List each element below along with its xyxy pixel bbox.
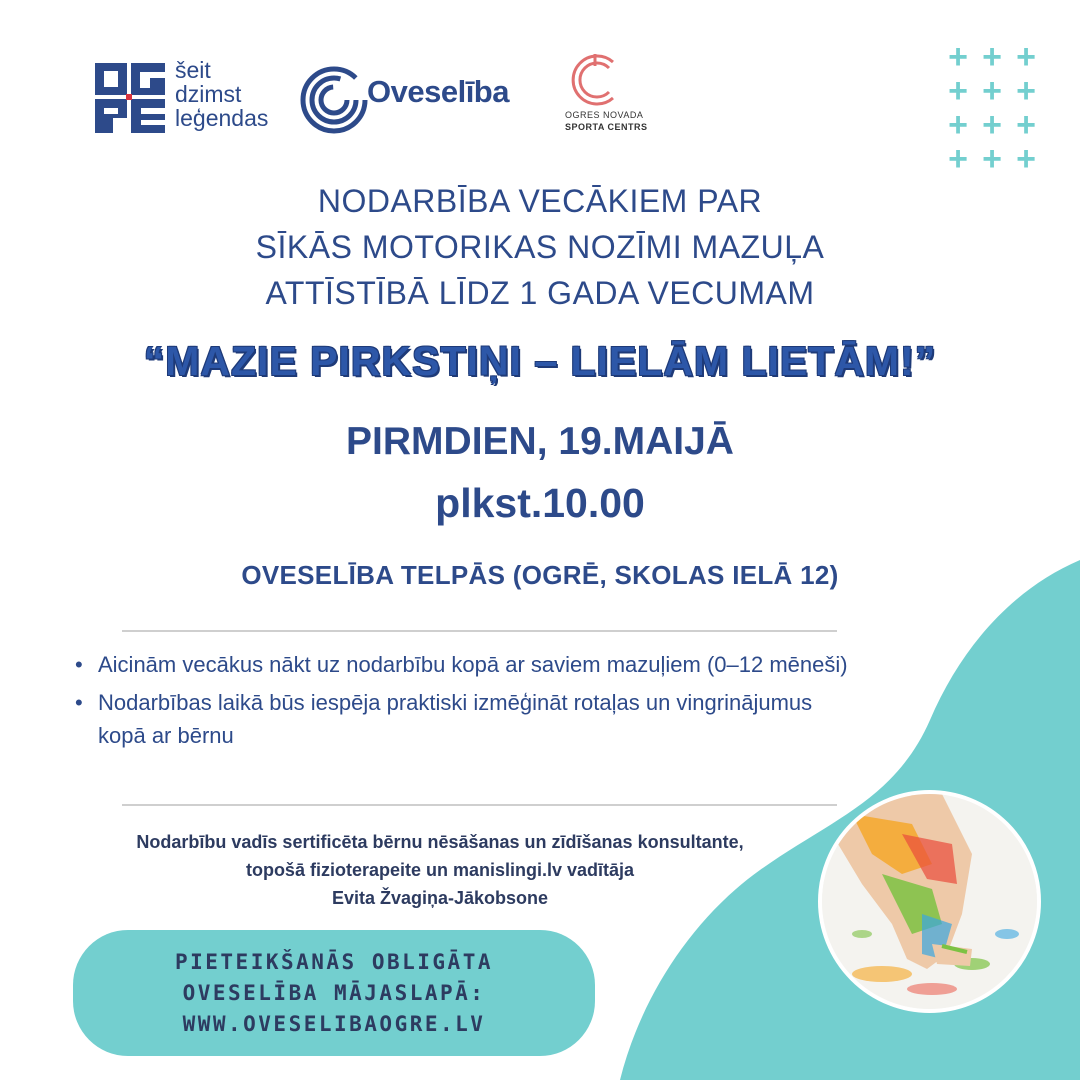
sports-center-line2: SPORTA CENTRS [565, 122, 648, 132]
plus-icon: + [1016, 72, 1036, 110]
instructor-line1: Nodarbību vadīs sertificēta bērnu nēsāšanas un zīdīšanas konsultante, [136, 832, 744, 852]
headline-line3: ATTĪSTĪBĀ LĪDZ 1 GADA VECUMAM [265, 275, 815, 311]
event-time: plkst.10.00 [435, 480, 645, 526]
sports-center-name [565, 109, 675, 133]
event-date: PIRMDIEN, 19.MAIJĀ [346, 420, 734, 463]
divider-top [122, 630, 837, 632]
plus-icon: + [982, 72, 1002, 110]
info-list [75, 648, 855, 757]
plus-icon: + [982, 140, 1002, 178]
sports-center-logo [565, 50, 675, 140]
baby-hand-paint-photo [818, 790, 1041, 1013]
list-item: • Nodarbības laikā būs iespēja praktiski izmēģināt rotaļas un vingrinājumus kopā ar bērnu [75, 686, 855, 752]
plus-icon: + [982, 106, 1002, 144]
registration-text [73, 947, 595, 1040]
oveseliba-logo [300, 60, 540, 140]
photo-illustration [822, 794, 1037, 1009]
plus-icon: + [982, 38, 1002, 76]
ogre-mark-icon [95, 63, 165, 133]
instructor-line2: topošā fizioterapeite un manislingi.lv vadītāja [245, 860, 635, 880]
registration-line1: PIETEIKŠANĀS OBLIGĀTA [174, 950, 493, 974]
event-title: “MAZIE PIRKSTIŅI – LIELĀM LIETĀM!” [143, 338, 937, 384]
plus-icon: + [1016, 106, 1036, 144]
ogre-slogan: šeit dzimst leģendas [175, 57, 269, 131]
ogre-logo [95, 57, 295, 140]
headline-line1: NODARBĪBA VECĀKIEM PAR [317, 183, 763, 219]
registration-line2: OVESELĪBA MĀJASLAPĀ: [182, 981, 486, 1005]
oveseliba-wordmark: Oveselība [367, 74, 509, 109]
registration-url[interactable]: WWW.OVESELIBAOGRE.LV [182, 1012, 486, 1036]
headline-line2: SĪKĀS MOTORIKAS NOZĪMI MAZUĻA [255, 229, 825, 265]
plus-icon: + [948, 106, 968, 144]
plus-icon: + [1016, 38, 1036, 76]
plus-pattern [945, 40, 1040, 176]
event-place: OVESELĪBA TELPĀS (OGRĒ, SKOLAS IELĀ 12) [241, 560, 839, 590]
divider-bottom [122, 804, 837, 806]
plus-icon: + [948, 72, 968, 110]
plus-icon: + [1016, 140, 1036, 178]
instructor-name: Evita Žvagiņa-Jākobsone [331, 888, 549, 908]
list-item: • Aicinām vecākus nākt uz nodarbību kopā ar saviem mazuļiem (0–12 mēneši) [75, 648, 855, 681]
plus-icon: + [948, 38, 968, 76]
sports-center-c-icon [565, 50, 625, 110]
event-headline [0, 178, 1080, 316]
sports-center-line1: OGRES NOVADA [565, 110, 644, 120]
plus-icon: + [948, 140, 968, 178]
instructor-info [0, 828, 880, 912]
registration-box [73, 930, 595, 1056]
oveseliba-rings-icon [300, 66, 368, 134]
